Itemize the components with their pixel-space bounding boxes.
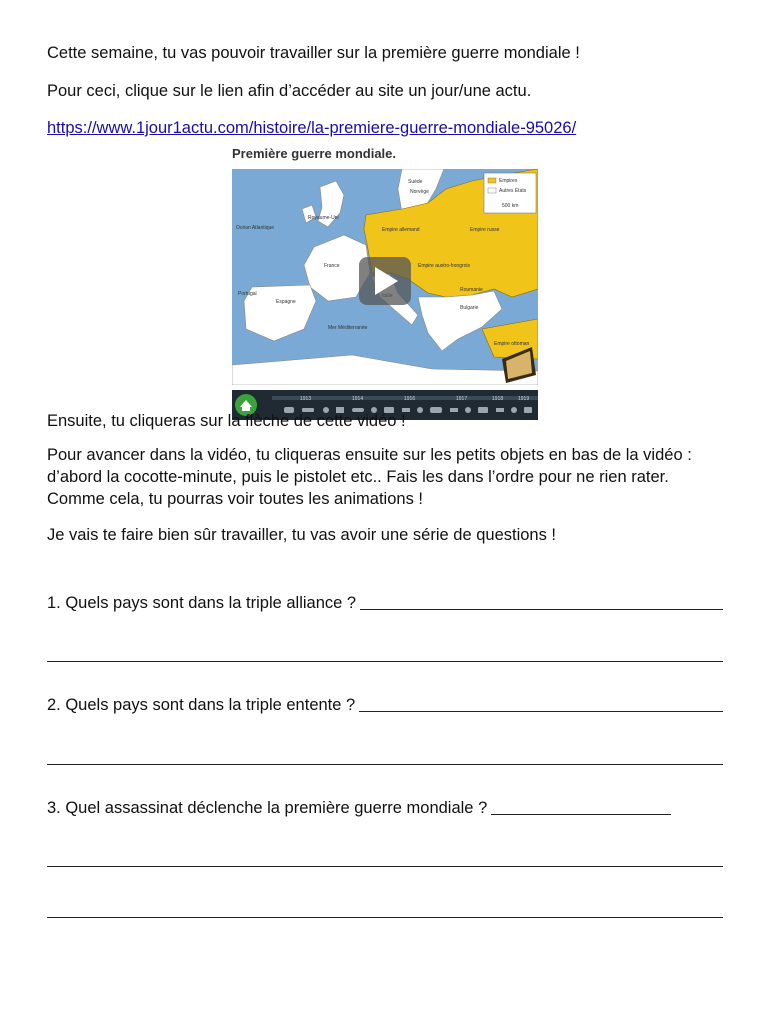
map-label-ottoman-empire: Empire ottoman [494, 341, 530, 347]
map-label-mediterranean: Mer Méditerranée [328, 325, 368, 331]
year-1916[interactable]: 1916 [404, 396, 416, 402]
map-label-portugal: Portugal [238, 291, 257, 297]
legend-empires: Empires [499, 178, 518, 184]
answer-line-1a [360, 609, 723, 610]
answer-line-2b [47, 764, 723, 765]
answer-line-2a [359, 711, 723, 712]
question-3 [47, 797, 723, 819]
answer-line-1b [47, 661, 723, 662]
question-1 [47, 592, 723, 614]
question-2 [47, 694, 723, 716]
site-link-paragraph [47, 117, 727, 139]
intro-line-2: Pour ceci, clique sur le lien afin d’accéder au site un jour/une actu. [47, 82, 532, 100]
instruction-paragraph: Pour avancer dans la vidéo, tu cliqueras ensuite sur les petits objets en bas de la vidéo : d’abord la cocotte-minute, puis le pistolet etc.. Fais les dans l’ordre pour ne rien rater. Comme cela, tu pourras voir toutes les animations ! [47, 446, 692, 508]
legend-other-states: Autres États [499, 188, 527, 194]
answer-line-3c [47, 917, 723, 918]
map-label-norway: Norvège [410, 189, 429, 195]
europe-map [232, 169, 538, 385]
play-button[interactable] [359, 257, 411, 305]
map-label-france: France [324, 263, 340, 269]
instruction-line-1: Ensuite, tu cliqueras sur la flèche de cette vidéo ! [47, 412, 406, 430]
year-1918[interactable]: 1918 [492, 396, 504, 402]
year-1914[interactable]: 1914 [352, 396, 364, 402]
video-thumbnail[interactable] [232, 146, 538, 420]
map-label-atlantic: Océan Atlantique [236, 225, 275, 231]
intro-line-1: Cette semaine, tu vas pouvoir travailler sur la première guerre mondiale ! [47, 44, 580, 62]
legend-scale: 500 km [502, 203, 519, 209]
site-link[interactable]: https://www.1jour1actu.com/histoire/la-premiere-guerre-mondiale-95026/ [47, 119, 577, 137]
answer-line-3b [47, 866, 723, 867]
map-label-german-empire: Empire allemand [382, 227, 420, 233]
question-2-text: 2. Quels pays sont dans la triple entente ? [47, 696, 356, 714]
map-label-romania: Roumanie [460, 287, 483, 293]
year-1917[interactable]: 1917 [456, 396, 468, 402]
map-label-spain: Espagne [276, 299, 296, 305]
map-label-austria-hungary: Empire austro-hongrois [418, 263, 470, 269]
map-label-russian-empire: Empire russe [470, 227, 500, 233]
map-label-sweden: Suède [408, 179, 423, 185]
map-label-uk: Royaume-Uni [308, 215, 339, 221]
instruction-line-3: Je vais te faire bien sûr travailler, tu vas avoir une série de questions ! [47, 526, 557, 544]
year-1913[interactable]: 1913 [300, 396, 312, 402]
year-1919[interactable]: 1919 [518, 396, 530, 402]
question-3-text: 3. Quel assassinat déclenche la première guerre mondiale ? [47, 799, 488, 817]
video-title: Première guerre mondiale. [232, 146, 397, 161]
answer-line-3a [491, 814, 671, 815]
map-label-bulgaria: Bulgarie [460, 305, 479, 311]
question-1-text: 1. Quels pays sont dans la triple alliance ? [47, 594, 357, 612]
